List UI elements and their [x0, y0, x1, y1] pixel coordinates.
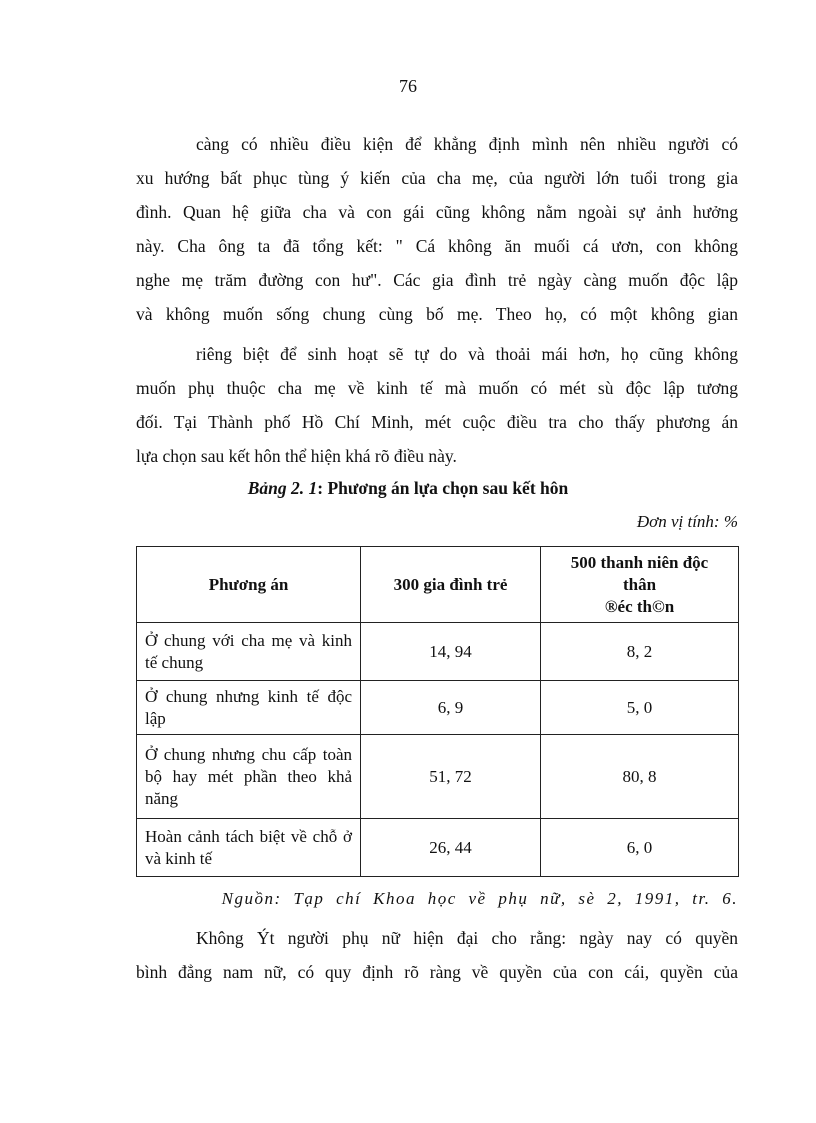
- paragraph-1: [136, 127, 738, 331]
- table-caption-text: : Phương án lựa chọn sau kết hôn: [317, 478, 569, 498]
- table-cell-value: 26, 44: [361, 819, 541, 877]
- text-line: xu hướng bất phục tùng ý kiến của cha mẹ, của người lớn tuổi trong gia: [136, 168, 738, 188]
- paragraph-2: [136, 337, 738, 473]
- table-cell-value: 80, 8: [541, 735, 739, 819]
- table-header-cell: [541, 547, 739, 623]
- table-cell-value: 14, 94: [361, 623, 541, 681]
- table-cell-value: 5, 0: [541, 681, 739, 735]
- text-line: này. Cha ông ta đã tổng kết: " Cá không ăn muối cá ươn, con không: [136, 236, 738, 256]
- text-line: bình đẳng nam nữ, có quy định rõ ràng về quyền của con cái, quyền của: [136, 962, 738, 982]
- table-cell-option: Ở chung với cha mẹ và kinh tế chung: [137, 623, 361, 681]
- unit-note: Đơn vị tính: %: [636, 512, 738, 531]
- table-row: [137, 623, 739, 681]
- text-line: Không Ýt người phụ nữ hiện đại cho rằng: ngày nay có quyền: [196, 928, 738, 948]
- text-line: càng có nhiều điều kiện để khẳng định mình nên nhiều người có: [196, 134, 738, 154]
- header-line: 500 thanh niên độc: [570, 552, 709, 572]
- page-number: 76: [399, 76, 417, 96]
- text-line: đình. Quan hệ giữa cha và con gái cũng không nằm ngoài sự ảnh hưởng: [136, 202, 738, 222]
- table-row: [137, 681, 739, 735]
- table-cell-option: Hoàn cảnh tách biệt về chỗ ở và kinh tế: [137, 819, 361, 877]
- text-line: nghe mẹ trăm đường con hư". Các gia đình trẻ ngày càng muốn độc lập: [136, 270, 738, 290]
- table-row: [137, 819, 739, 877]
- table-caption-label: Bảng 2. 1: [247, 478, 318, 498]
- table-header-cell: 300 gia đình trẻ: [361, 547, 541, 623]
- paragraph-3: [136, 921, 738, 989]
- text-line: muốn phụ thuộc cha mẹ về kinh tế mà muốn có mét sù độc lập tương: [136, 378, 738, 398]
- table-cell-option: Ở chung nhưng kinh tế độc lập: [137, 681, 361, 735]
- text-line: lựa chọn sau kết hôn thể hiện khá rõ điều này.: [136, 446, 457, 466]
- table-cell-option: Ở chung nhưng chu cấp toàn bộ hay mét phần theo khả năng: [137, 735, 361, 819]
- table-cell-value: 8, 2: [541, 623, 739, 681]
- text-line: và không muốn sống chung cùng bố mẹ. Theo họ, có một không gian: [136, 304, 738, 324]
- text-line: riêng biệt để sinh hoạt sẽ tự do và thoải mái hơn, họ cũng không: [196, 344, 738, 364]
- table-cell-value: 51, 72: [361, 735, 541, 819]
- header-line: ®éc th©n: [604, 596, 675, 616]
- table-header-row: [137, 547, 739, 623]
- text-line: đối. Tại Thành phố Hồ Chí Minh, mét cuộc điều tra cho thấy phương án: [136, 412, 738, 432]
- table-caption: [0, 478, 816, 499]
- table-cell-value: 6, 9: [361, 681, 541, 735]
- table-row: [137, 735, 739, 819]
- source-note: Nguồn: Tạp chí Khoa học về phụ nữ, sè 2, 1991, tr. 6.: [221, 889, 738, 908]
- table-header-cell: Phương án: [137, 547, 361, 623]
- table-cell-value: 6, 0: [541, 819, 739, 877]
- header-line: thân: [622, 574, 657, 594]
- data-table: [136, 546, 739, 877]
